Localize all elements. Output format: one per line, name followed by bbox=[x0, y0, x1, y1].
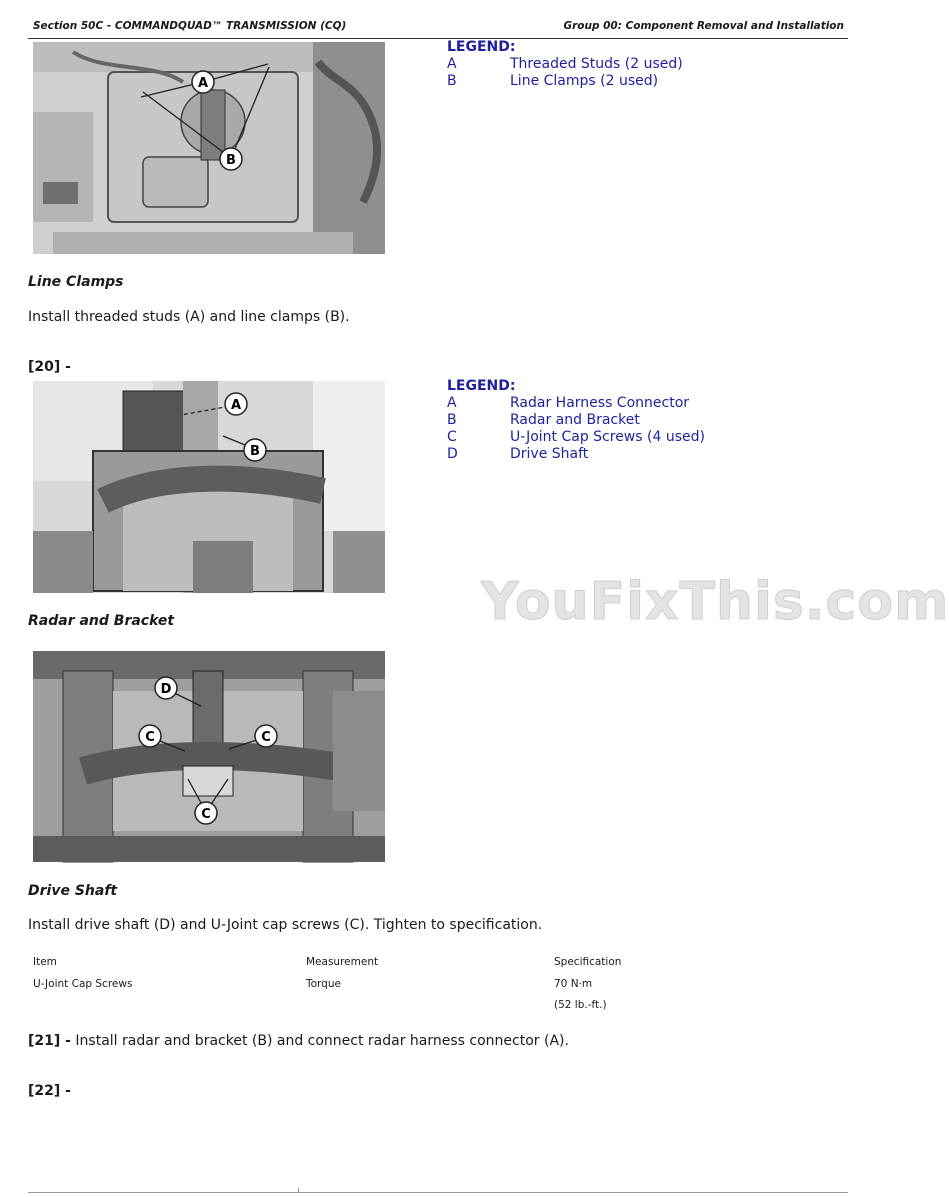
figure2-callout-a: A bbox=[230, 398, 242, 413]
footer-divider-tick bbox=[298, 1188, 299, 1193]
figure2-illustration bbox=[33, 381, 385, 593]
legend-label: Threaded Studs (2 used) bbox=[510, 56, 683, 72]
figure1-legend bbox=[447, 39, 683, 90]
legend-row bbox=[447, 395, 705, 412]
legend-row bbox=[447, 56, 683, 73]
legend-key: D bbox=[447, 446, 458, 462]
watermark: YouFixThis.com bbox=[481, 572, 949, 632]
legend-row bbox=[447, 412, 705, 429]
header-group-title: Group 00: Component Removal and Installation bbox=[563, 20, 844, 32]
figure3-callout-c-left: C bbox=[145, 730, 155, 745]
paragraph-line-clamps: Install threaded studs (A) and line clamps (B). bbox=[28, 309, 350, 325]
legend-key: A bbox=[447, 56, 457, 72]
figure3-callout-c-bottom: C bbox=[201, 807, 211, 822]
step-21-text: Install radar and bracket (B) and connect radar harness connector (A). bbox=[75, 1033, 569, 1049]
legend-label: U-Joint Cap Screws (4 used) bbox=[510, 429, 705, 445]
legend-key: C bbox=[447, 429, 457, 445]
table-cell-item: U-Joint Cap Screws bbox=[33, 978, 133, 990]
legend-label: Drive Shaft bbox=[510, 446, 589, 462]
figure3-callout-d: D bbox=[160, 682, 172, 697]
table-header-item: Item bbox=[33, 956, 57, 968]
table-cell-spec-imperial: (52 lb.-ft.) bbox=[554, 999, 607, 1011]
table-cell-spec: 70 N·m bbox=[554, 978, 593, 990]
legend-key: A bbox=[447, 395, 457, 411]
figure-threaded-studs-line-clamps bbox=[33, 42, 385, 254]
legend-row bbox=[447, 429, 705, 446]
figure-drive-shaft bbox=[33, 651, 385, 862]
figure1-callout-b: B bbox=[226, 153, 236, 168]
legend-title: LEGEND: bbox=[447, 39, 516, 55]
step-21-label: [21] - bbox=[28, 1033, 71, 1049]
legend-label: Line Clamps (2 used) bbox=[510, 73, 659, 89]
figure3-callout-c-right: C bbox=[261, 730, 271, 745]
legend-row bbox=[447, 73, 683, 90]
legend-title: LEGEND: bbox=[447, 378, 516, 394]
paragraph-drive-shaft: Install drive shaft (D) and U-Joint cap screws (C). Tighten to specification. bbox=[28, 917, 543, 933]
legend-row bbox=[447, 446, 705, 463]
legend-label: Radar Harness Connector bbox=[510, 395, 690, 411]
step-22-label: [22] - bbox=[28, 1083, 71, 1099]
heading-radar-bracket: Radar and Bracket bbox=[28, 613, 175, 629]
legend-label: Radar and Bracket bbox=[510, 412, 640, 428]
table-header-measurement: Measurement bbox=[306, 956, 379, 968]
figure1-illustration bbox=[33, 42, 385, 254]
figure3-illustration bbox=[33, 651, 385, 862]
header-divider bbox=[28, 38, 848, 39]
step-21 bbox=[28, 1033, 569, 1049]
heading-line-clamps: Line Clamps bbox=[28, 274, 124, 290]
header-section-title: Section 50C - COMMANDQUAD™ TRANSMISSION (CQ) bbox=[33, 20, 347, 32]
legend-key: B bbox=[447, 412, 457, 428]
heading-drive-shaft: Drive Shaft bbox=[28, 883, 118, 899]
footer-divider bbox=[28, 1192, 848, 1193]
figure2-legend bbox=[447, 378, 705, 463]
figure2-callout-b: B bbox=[250, 444, 260, 459]
step-20-label: [20] - bbox=[28, 359, 71, 375]
figure-radar-bracket bbox=[33, 381, 385, 593]
table-header-specification: Specification bbox=[554, 956, 622, 968]
figure1-callout-a: A bbox=[197, 76, 209, 91]
legend-key: B bbox=[447, 73, 457, 89]
table-cell-measurement: Torque bbox=[306, 978, 341, 990]
